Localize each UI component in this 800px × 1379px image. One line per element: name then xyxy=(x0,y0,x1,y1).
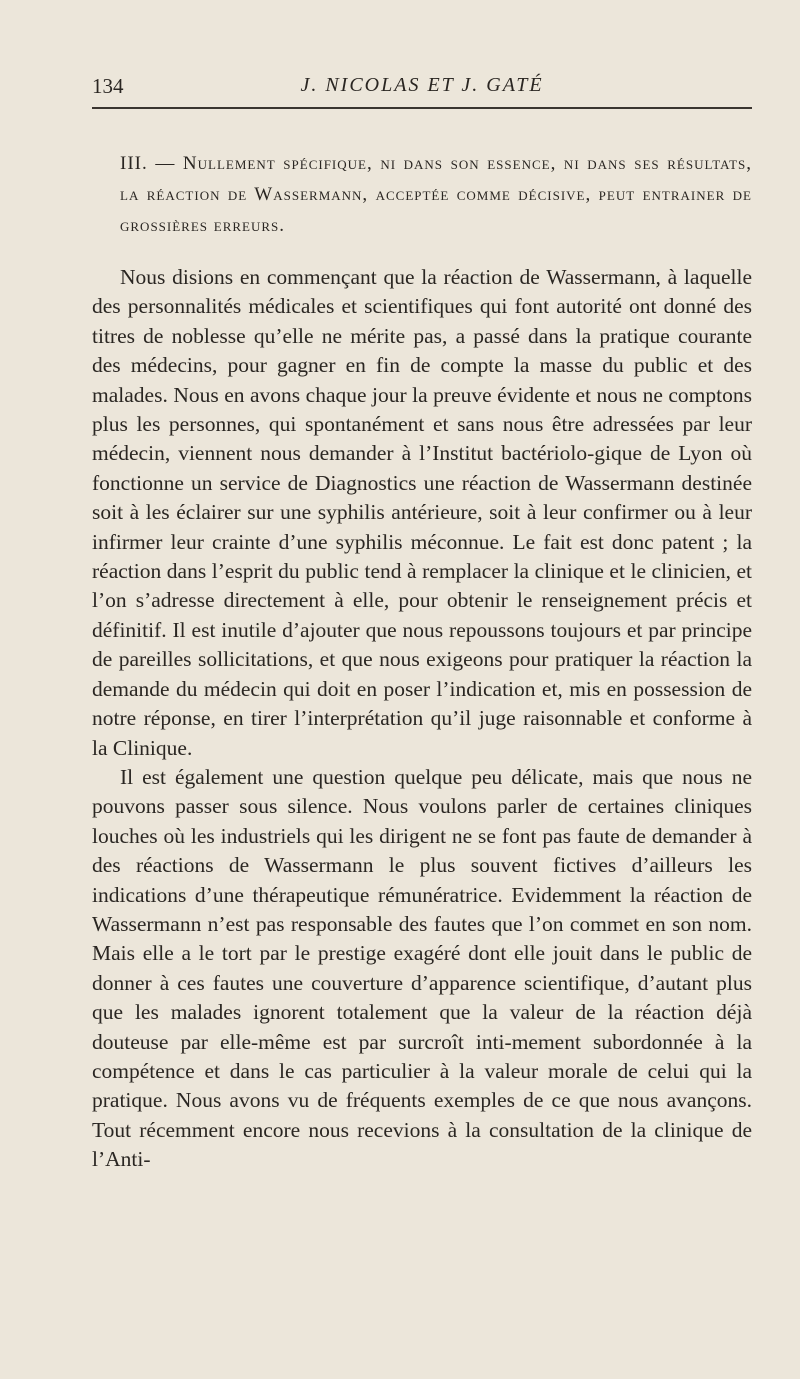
body-text xyxy=(92,263,752,1175)
paragraph-1: Nous disions en commençant que la réaction de Wassermann, à laquelle des personnalités médicales et scientifiques qui font autorité ont donné des titres de noblesse qu’elle ne mérite pas, a passé dans la pratique courante des médecins, pour gagner en fin de compte la masse du public et des malades. Nous en avons chaque jour la preuve évidente et nous ne comptons plus les personnes, qui spontanément et sans nous être adressées par leur médecin, viennent nous demander à l’Institut bactériolo-gique de Lyon où fonctionne un service de Diagnostics une réaction de Wassermann destinée soit à les éclairer sur une syphilis antérieure, soit à leur confirmer ou à leur infirmer leur crainte d’une syphilis méconnue. Le fait est donc patent ; la réaction dans l’esprit du public tend à remplacer la clinique et le clinicien, et l’on s’adresse directement à elle, pour obtenir le renseignement précis et définitif. Il est inutile d’ajouter que nous repoussons toujours et par principe de pareilles sollicitations, et que nous exigeons pour pratiquer la réaction la demande du médecin qui doit en poser l’indication et, mis en possession de notre réponse, en tirer l’interprétation qu’il juge raisonnable et conforme à la Clinique. xyxy=(92,265,752,760)
header-rule xyxy=(92,107,752,109)
page-number: 134 xyxy=(92,74,124,98)
section-heading: III. — Nullement spécifique, ni dans son essence, ni dans ses résultats, la réaction de Wassermann, acceptée comme décisive, peut entrainer de grossières erreurs. xyxy=(120,153,752,236)
paragraph-2: Il est également une question quelque peu délicate, mais que nous ne pouvons passer sous silence. Nous voulons parler de certaines cliniques louches où les industriels qui les dirigent ne se font pas faute de demander à des réactions de Wassermann le plus souvent fictives d’ailleurs les indications d’une thérapeutique rémunératrice. Evidemment la réaction de Wassermann n’est pas responsable des fautes que l’on commet en son nom. Mais elle a le tort par le prestige exagéré dont elle jouit dans le public de donner à ces fautes une couverture d’apparence scientifique, d’autant plus que les malades ignorent totalement que la valeur de la réaction déjà douteuse par elle-même est par surcroît inti-mement subordonnée à la compétence et dans le cas particulier à la valeur morale de celui qui la pratique. Nous avons vu de fréquents exemples de ce que nous avançons. Tout récemment encore nous recevions à la consultation de la clinique de l’Anti- xyxy=(92,764,752,1172)
running-head: J. NICOLAS ET J. GATÉ xyxy=(300,74,544,96)
page-header xyxy=(92,74,752,102)
